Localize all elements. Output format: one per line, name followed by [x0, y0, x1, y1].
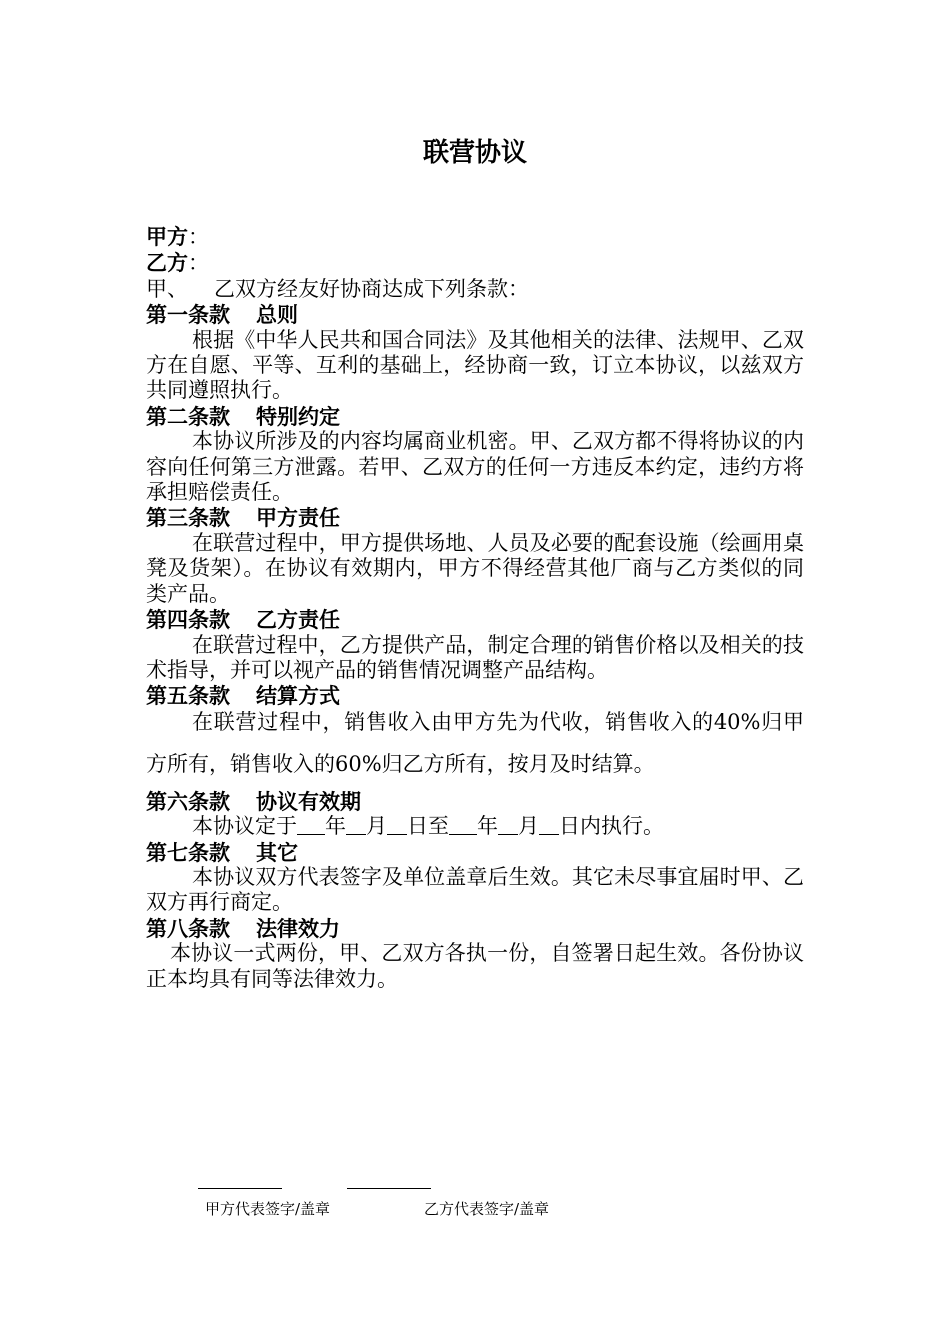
- month-label: 月: [366, 814, 387, 839]
- day-to-label: 日至: [407, 814, 449, 839]
- article-2-number: 第二条款: [146, 403, 230, 429]
- start-month-blank[interactable]: [346, 814, 366, 835]
- end-month-blank[interactable]: [498, 814, 518, 835]
- end-year-blank[interactable]: [449, 814, 477, 835]
- article-1-text: 根据《中华人民共和国合同法》及其他相关的法律、法规甲、乙双方在自愿、平等、互利的基础上，经协商一致，订立本协议，以兹双方共同遵照执行。: [146, 327, 804, 403]
- article-6-name: 协议有效期: [256, 788, 361, 814]
- article-2-name: 特别约定: [256, 403, 340, 429]
- article-6-text: [146, 814, 804, 839]
- party-b-signature-label: 乙方代表签字/盖章: [424, 1200, 550, 1218]
- article-1-number: 第一条款: [146, 302, 230, 328]
- article-8-number: 第八条款: [146, 915, 230, 941]
- article-3-name: 甲方责任: [256, 505, 340, 531]
- party-b-label: 乙方: [146, 250, 188, 276]
- document-title: 联营协议: [422, 138, 527, 168]
- article-7-name: 其它: [256, 839, 298, 865]
- document-body: [146, 224, 804, 992]
- article-4-text: 在联营过程中，乙方提供产品，制定合理的销售价格以及相关的技术指导，并可以视产品的销售情况调整产品结构。: [146, 632, 804, 682]
- article-4-heading: [146, 607, 804, 632]
- party-a-colon: ：: [188, 225, 209, 249]
- article-8-text: 本协议一式两份，甲、乙双方各执一份，自签署日起生效。各份协议正本均具有同等法律效力。: [146, 941, 804, 991]
- intro-line: [146, 277, 804, 302]
- end-day-blank[interactable]: [539, 814, 559, 835]
- party-a-signature-line[interactable]: [198, 1188, 282, 1189]
- party-b-line: [146, 250, 804, 276]
- article-1-heading: [146, 302, 804, 327]
- start-year-blank[interactable]: [297, 814, 325, 835]
- validity-prefix: 本协议定于: [192, 814, 297, 839]
- article-3-heading: [146, 505, 804, 530]
- party-b-colon: ：: [188, 251, 209, 276]
- party-a-signature-label: 甲方代表签字/盖章: [205, 1200, 331, 1218]
- article-5-text: 在联营过程中，销售收入由甲方先为代收，销售收入的40%归甲方所有，销售收入的60%归乙方所有，按月及时结算。: [146, 709, 804, 776]
- party-a-line: [146, 224, 804, 250]
- intro-text: 乙双方经友好协商达成下列条款：: [214, 276, 529, 301]
- article-3-number: 第三条款: [146, 505, 230, 531]
- year-label: 年: [477, 814, 498, 839]
- party-b-signature-line[interactable]: [347, 1188, 431, 1189]
- article-8-name: 法律效力: [256, 915, 340, 941]
- article-7-number: 第七条款: [146, 839, 230, 865]
- article-7-text: 本协议双方代表签字及单位盖章后生效。其它未尽事宜届时甲、乙双方再行商定。: [146, 864, 804, 915]
- validity-suffix: 日内执行。: [559, 814, 664, 839]
- article-8-heading: [146, 916, 804, 941]
- article-6-heading: [146, 789, 804, 814]
- article-1-name: 总则: [256, 302, 298, 328]
- intro-lead: 甲、: [146, 276, 188, 301]
- month-label: 月: [518, 814, 539, 839]
- start-day-blank[interactable]: [387, 814, 407, 835]
- party-a-label: 甲方: [146, 224, 188, 249]
- article-4-number: 第四条款: [146, 607, 230, 633]
- article-3-text: 在联营过程中，甲方提供场地、人员及必要的配套设施（绘画用桌凳及货架）。在协议有效期内，甲方不得经营其他厂商与乙方类似的同类产品。: [146, 530, 804, 606]
- article-4-name: 乙方责任: [256, 607, 340, 633]
- year-label: 年: [325, 814, 346, 839]
- article-5-number: 第五条款: [146, 683, 230, 709]
- article-6-number: 第六条款: [146, 788, 230, 814]
- article-2-text: 本协议所涉及的内容均属商业机密。甲、乙双方都不得将协议的内容向任何第三方泄露。若甲、乙双方的任何一方违反本约定，违约方将承担赔偿责任。: [146, 429, 804, 505]
- article-2-heading: [146, 404, 804, 429]
- article-7-heading: [146, 840, 804, 865]
- article-5-name: 结算方式: [256, 683, 340, 709]
